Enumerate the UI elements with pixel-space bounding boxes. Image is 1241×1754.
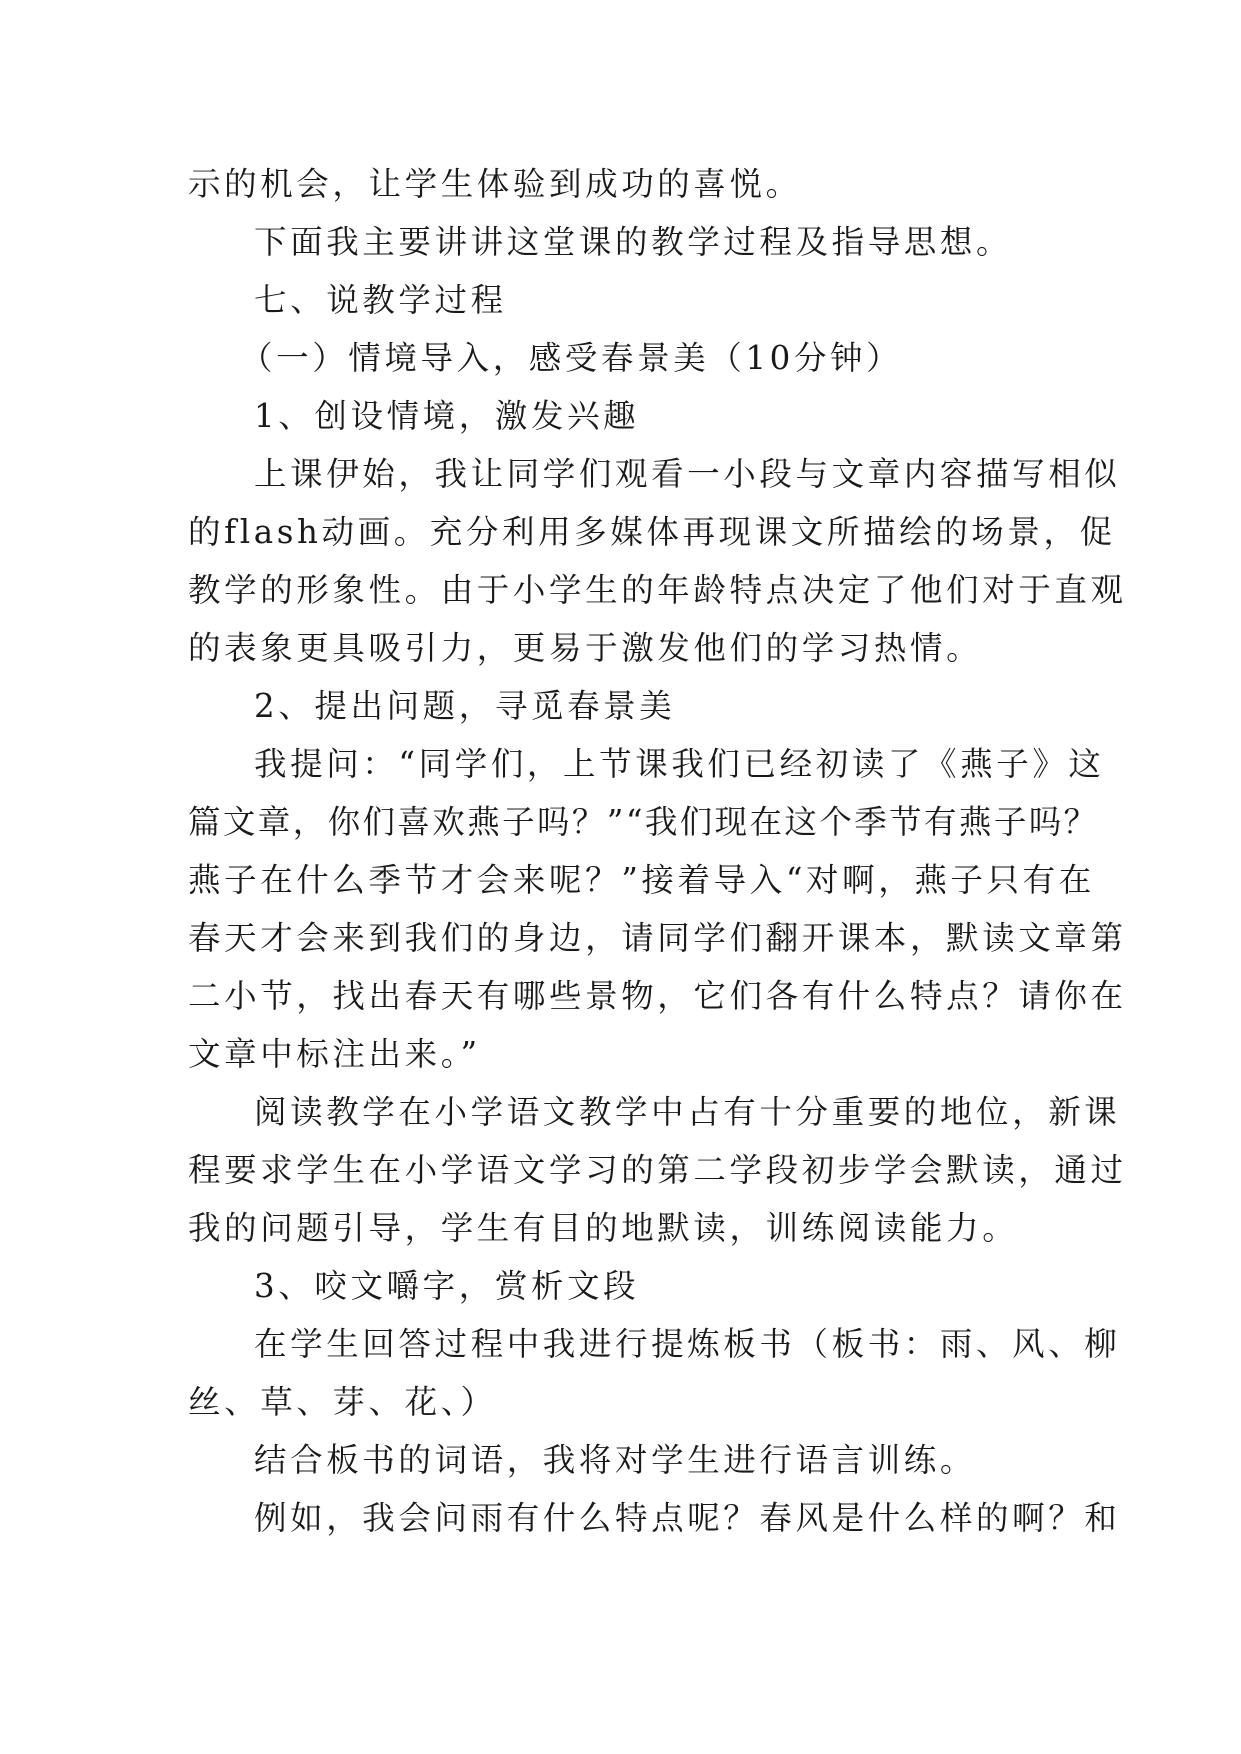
text-line: 二小节，找出春天有哪些景物，它们各有什么特点？请你在 (188, 977, 1127, 1015)
text-line: 示的机会，让学生体验到成功的喜悦。 (188, 165, 802, 203)
text-line: 丝、草、芽、花、） (188, 1383, 497, 1421)
text-line: 阅读教学在小学语文教学中占有十分重要的地位，新课 (254, 1093, 1121, 1131)
text-line: 我的问题引导，学生有目的地默读，训练阅读能力。 (188, 1209, 1019, 1247)
text-line: 下面我主要讲讲这堂课的教学过程及指导思想。 (254, 223, 1013, 261)
text-line: 文章中标注出来。” (188, 1035, 481, 1073)
text-line: 在学生回答过程中我进行提炼板书（板书：雨、风、柳 (254, 1325, 1121, 1363)
text-line: 篇文章，你们喜欢燕子吗？”“我们现在这个季节有燕子吗？ (188, 803, 1099, 841)
text-line: 的flash动画。充分利用多媒体再现课文所描绘的场景，促 (188, 513, 1116, 551)
text-line: 结合板书的词语，我将对学生进行语言训练。 (254, 1441, 977, 1479)
text-line: 上课伊始，我让同学们观看一小段与文章内容描写相似 (254, 455, 1121, 493)
step-heading: 3、咬文嚼字，赏析文段 (254, 1267, 640, 1305)
section-heading: 七、说教学过程 (254, 281, 507, 319)
step-heading: 1、创设情境，激发兴趣 (254, 397, 640, 435)
text-line: 的表象更具吸引力，更易于激发他们的学习热情。 (188, 629, 983, 667)
text-line: 春天才会来到我们的身边，请同学们翻开课本，默读文章第 (188, 919, 1127, 957)
text-line: 燕子在什么季节才会来呢？”接着导入“对啊，燕子只有在 (188, 861, 1095, 899)
text-line: 例如，我会问雨有什么特点呢？春风是什么样的啊？和 (254, 1499, 1121, 1537)
text-line: 程要求学生在小学语文学习的第二学段初步学会默读，通过 (188, 1151, 1127, 1189)
step-heading: 2、提出问题，寻觅春景美 (254, 687, 676, 725)
text-line: 教学的形象性。由于小学生的年龄特点决定了他们对于直观 (188, 571, 1127, 609)
subsection-heading: （一）情境导入，感受春景美（10分钟） (240, 339, 903, 377)
text-line: 我提问：“同学们，上节课我们已经初读了《燕子》这 (254, 745, 1105, 783)
